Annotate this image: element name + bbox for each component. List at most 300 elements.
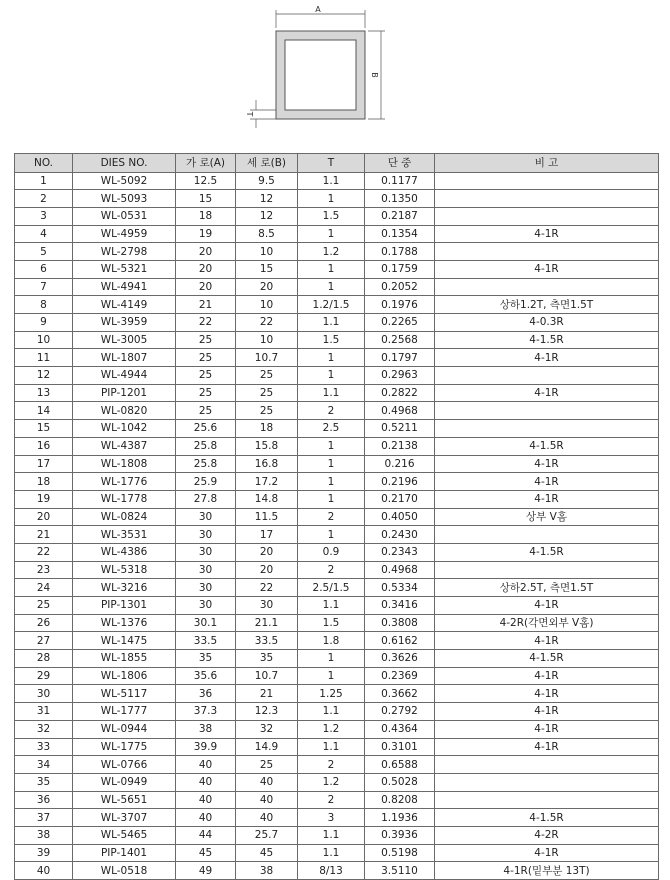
cell-dies-no: WL-0824 xyxy=(73,508,176,526)
cell-width-a: 35.6 xyxy=(176,667,236,685)
cell-unit-weight: 0.6588 xyxy=(365,756,435,774)
cell-no: 14 xyxy=(15,402,73,420)
cell-remarks xyxy=(435,172,659,190)
cell-thickness-t: 1.8 xyxy=(298,632,365,650)
cell-dies-no: WL-0518 xyxy=(73,862,176,880)
cell-width-a: 20 xyxy=(176,278,236,296)
cell-no: 21 xyxy=(15,526,73,544)
cell-no: 40 xyxy=(15,862,73,880)
cell-height-b: 11.5 xyxy=(236,508,298,526)
cell-no: 27 xyxy=(15,632,73,650)
cell-height-b: 25.7 xyxy=(236,826,298,844)
table-row xyxy=(15,773,659,791)
cell-no: 11 xyxy=(15,349,73,367)
table-row xyxy=(15,561,659,579)
cell-dies-no: WL-5465 xyxy=(73,826,176,844)
cell-dies-no: WL-1475 xyxy=(73,632,176,650)
cell-width-a: 19 xyxy=(176,225,236,243)
cell-dies-no: WL-4944 xyxy=(73,367,176,385)
cell-thickness-t: 1 xyxy=(298,349,365,367)
cell-width-a: 15 xyxy=(176,190,236,208)
cell-no: 29 xyxy=(15,667,73,685)
cell-no: 15 xyxy=(15,420,73,438)
cell-no: 28 xyxy=(15,650,73,668)
cell-no: 10 xyxy=(15,331,73,349)
cell-thickness-t: 1.2 xyxy=(298,720,365,738)
cell-no: 26 xyxy=(15,614,73,632)
tube-inner-cavity xyxy=(285,40,356,110)
cell-thickness-t: 2.5 xyxy=(298,420,365,438)
cell-width-a: 40 xyxy=(176,809,236,827)
cell-remarks: 상하1.2T, 측면1.5T xyxy=(435,296,659,314)
cell-width-a: 30 xyxy=(176,526,236,544)
cell-height-b: 35 xyxy=(236,650,298,668)
cell-height-b: 20 xyxy=(236,278,298,296)
cell-remarks: 4-1R xyxy=(435,473,659,491)
cell-dies-no: WL-1776 xyxy=(73,473,176,491)
cell-thickness-t: 2 xyxy=(298,402,365,420)
cell-remarks: 4-0.3R xyxy=(435,314,659,332)
table-row xyxy=(15,207,659,225)
cell-remarks xyxy=(435,420,659,438)
cell-remarks: 4-1R xyxy=(435,597,659,615)
cell-width-a: 27.8 xyxy=(176,490,236,508)
table-row xyxy=(15,597,659,615)
table-row xyxy=(15,225,659,243)
cell-width-a: 36 xyxy=(176,685,236,703)
cell-remarks xyxy=(435,526,659,544)
cell-width-a: 30 xyxy=(176,561,236,579)
cell-width-a: 25 xyxy=(176,367,236,385)
cell-thickness-t: 1.1 xyxy=(298,314,365,332)
cell-remarks: 4-1R xyxy=(435,720,659,738)
cell-dies-no: WL-4941 xyxy=(73,278,176,296)
cell-height-b: 22 xyxy=(236,579,298,597)
cell-remarks: 4-1R xyxy=(435,225,659,243)
cell-width-a: 25.6 xyxy=(176,420,236,438)
table-row xyxy=(15,650,659,668)
cell-height-b: 21 xyxy=(236,685,298,703)
cell-unit-weight: 0.1788 xyxy=(365,243,435,261)
cell-width-a: 30 xyxy=(176,579,236,597)
cell-thickness-t: 1.2 xyxy=(298,773,365,791)
cell-remarks: 상부 V홈 xyxy=(435,508,659,526)
cell-unit-weight: 0.2138 xyxy=(365,437,435,455)
cell-dies-no: PIP-1301 xyxy=(73,597,176,615)
cell-dies-no: WL-3531 xyxy=(73,526,176,544)
cell-thickness-t: 2 xyxy=(298,756,365,774)
cell-thickness-t: 1 xyxy=(298,490,365,508)
cell-no: 25 xyxy=(15,597,73,615)
cell-unit-weight: 0.3416 xyxy=(365,597,435,615)
cell-height-b: 33.5 xyxy=(236,632,298,650)
cell-thickness-t: 1.1 xyxy=(298,844,365,862)
cell-width-a: 25.8 xyxy=(176,437,236,455)
cell-height-b: 14.8 xyxy=(236,490,298,508)
cell-height-b: 20 xyxy=(236,543,298,561)
cell-width-a: 18 xyxy=(176,207,236,225)
cell-unit-weight: 0.5334 xyxy=(365,579,435,597)
cell-no: 22 xyxy=(15,543,73,561)
table-row xyxy=(15,685,659,703)
cell-no: 24 xyxy=(15,579,73,597)
cell-dies-no: WL-1775 xyxy=(73,738,176,756)
cell-remarks: 4-1.5R xyxy=(435,809,659,827)
cell-height-b: 22 xyxy=(236,314,298,332)
table-row xyxy=(15,809,659,827)
cell-height-b: 25 xyxy=(236,402,298,420)
cell-unit-weight: 0.4050 xyxy=(365,508,435,526)
cell-dies-no: PIP-1401 xyxy=(73,844,176,862)
cell-thickness-t: 1.5 xyxy=(298,614,365,632)
cell-width-a: 25.9 xyxy=(176,473,236,491)
table-row xyxy=(15,614,659,632)
cell-height-b: 10 xyxy=(236,296,298,314)
cell-height-b: 40 xyxy=(236,773,298,791)
cell-remarks: 4-2R xyxy=(435,826,659,844)
cell-no: 34 xyxy=(15,756,73,774)
cell-remarks: 4-1R xyxy=(435,260,659,278)
cell-unit-weight: 0.1797 xyxy=(365,349,435,367)
cell-width-a: 39.9 xyxy=(176,738,236,756)
table-row xyxy=(15,437,659,455)
cell-height-b: 12 xyxy=(236,207,298,225)
cell-thickness-t: 1.1 xyxy=(298,172,365,190)
cell-width-a: 44 xyxy=(176,826,236,844)
cell-unit-weight: 0.4968 xyxy=(365,402,435,420)
cell-no: 7 xyxy=(15,278,73,296)
cell-remarks: 4-1R xyxy=(435,349,659,367)
cell-thickness-t: 2 xyxy=(298,561,365,579)
column-header-dies-no: DIES NO. xyxy=(73,154,176,173)
cell-width-a: 25 xyxy=(176,331,236,349)
cell-remarks: 4-1R xyxy=(435,685,659,703)
cell-thickness-t: 1 xyxy=(298,667,365,685)
cell-thickness-t: 1.1 xyxy=(298,703,365,721)
cell-unit-weight: 0.4364 xyxy=(365,720,435,738)
cell-height-b: 17 xyxy=(236,526,298,544)
cell-width-a: 30 xyxy=(176,543,236,561)
table-row xyxy=(15,826,659,844)
cell-width-a: 30.1 xyxy=(176,614,236,632)
column-header-thickness-t: T xyxy=(298,154,365,173)
table-row xyxy=(15,756,659,774)
cell-remarks xyxy=(435,773,659,791)
cell-no: 16 xyxy=(15,437,73,455)
cell-unit-weight: 0.2792 xyxy=(365,703,435,721)
cell-height-b: 10 xyxy=(236,243,298,261)
column-header-height-b: 세 로(B) xyxy=(236,154,298,173)
table-row xyxy=(15,508,659,526)
cell-unit-weight: 0.2265 xyxy=(365,314,435,332)
cell-unit-weight: 3.5110 xyxy=(365,862,435,880)
table-row xyxy=(15,791,659,809)
cell-remarks xyxy=(435,561,659,579)
cell-height-b: 10 xyxy=(236,331,298,349)
cell-thickness-t: 1 xyxy=(298,455,365,473)
cell-height-b: 25 xyxy=(236,756,298,774)
cell-unit-weight: 0.8208 xyxy=(365,791,435,809)
cell-dies-no: WL-0531 xyxy=(73,207,176,225)
cell-unit-weight: 0.2196 xyxy=(365,473,435,491)
cell-width-a: 38 xyxy=(176,720,236,738)
cell-thickness-t: 8/13 xyxy=(298,862,365,880)
dimension-t-label: T xyxy=(245,111,254,117)
table-row xyxy=(15,384,659,402)
cell-height-b: 25 xyxy=(236,367,298,385)
cell-no: 39 xyxy=(15,844,73,862)
cell-width-a: 45 xyxy=(176,844,236,862)
table-row xyxy=(15,490,659,508)
table-row xyxy=(15,367,659,385)
cell-thickness-t: 1.2 xyxy=(298,243,365,261)
cell-no: 12 xyxy=(15,367,73,385)
cell-no: 35 xyxy=(15,773,73,791)
cell-no: 31 xyxy=(15,703,73,721)
cell-remarks: 4-1.5R xyxy=(435,437,659,455)
cell-height-b: 20 xyxy=(236,561,298,579)
cell-dies-no: WL-4387 xyxy=(73,437,176,455)
cell-remarks: 4-1R xyxy=(435,703,659,721)
cell-width-a: 25 xyxy=(176,402,236,420)
profile-spec-table xyxy=(14,153,659,880)
table-row xyxy=(15,420,659,438)
cell-width-a: 33.5 xyxy=(176,632,236,650)
table-row xyxy=(15,632,659,650)
cell-dies-no: WL-3216 xyxy=(73,579,176,597)
cell-width-a: 12.5 xyxy=(176,172,236,190)
cell-dies-no: WL-1855 xyxy=(73,650,176,668)
table-row xyxy=(15,190,659,208)
cell-thickness-t: 1.1 xyxy=(298,384,365,402)
cell-thickness-t: 1 xyxy=(298,526,365,544)
cell-dies-no: WL-5092 xyxy=(73,172,176,190)
cell-height-b: 16.8 xyxy=(236,455,298,473)
cell-width-a: 22 xyxy=(176,314,236,332)
cell-width-a: 25 xyxy=(176,384,236,402)
cell-height-b: 25 xyxy=(236,384,298,402)
cell-unit-weight: 0.2343 xyxy=(365,543,435,561)
cell-width-a: 25.8 xyxy=(176,455,236,473)
cell-width-a: 25 xyxy=(176,349,236,367)
cell-unit-weight: 0.6162 xyxy=(365,632,435,650)
cell-height-b: 15.8 xyxy=(236,437,298,455)
cell-remarks: 4-2R(각면외부 V홈) xyxy=(435,614,659,632)
table-row xyxy=(15,703,659,721)
cell-unit-weight: 0.1177 xyxy=(365,172,435,190)
cell-height-b: 9.5 xyxy=(236,172,298,190)
cell-dies-no: WL-2798 xyxy=(73,243,176,261)
cell-unit-weight: 0.5211 xyxy=(365,420,435,438)
table-row xyxy=(15,543,659,561)
cell-thickness-t: 1.5 xyxy=(298,331,365,349)
cell-unit-weight: 0.1350 xyxy=(365,190,435,208)
cell-remarks: 4-1R xyxy=(435,632,659,650)
cell-height-b: 21.1 xyxy=(236,614,298,632)
cell-dies-no: WL-0949 xyxy=(73,773,176,791)
cell-height-b: 10.7 xyxy=(236,349,298,367)
table-row xyxy=(15,260,659,278)
cell-unit-weight: 0.1759 xyxy=(365,260,435,278)
cell-dies-no: WL-5651 xyxy=(73,791,176,809)
cell-dies-no: WL-4386 xyxy=(73,543,176,561)
cell-remarks: 4-1R xyxy=(435,455,659,473)
cell-thickness-t: 1.5 xyxy=(298,207,365,225)
cell-width-a: 20 xyxy=(176,243,236,261)
table-row xyxy=(15,314,659,332)
cell-thickness-t: 1.25 xyxy=(298,685,365,703)
cell-remarks: 4-1.5R xyxy=(435,650,659,668)
cell-no: 8 xyxy=(15,296,73,314)
table-row xyxy=(15,526,659,544)
cell-thickness-t: 1.1 xyxy=(298,826,365,844)
cell-unit-weight: 0.2430 xyxy=(365,526,435,544)
cell-no: 18 xyxy=(15,473,73,491)
cell-unit-weight: 0.2187 xyxy=(365,207,435,225)
cell-height-b: 30 xyxy=(236,597,298,615)
cell-width-a: 30 xyxy=(176,597,236,615)
cell-no: 17 xyxy=(15,455,73,473)
cell-no: 33 xyxy=(15,738,73,756)
cell-dies-no: WL-1042 xyxy=(73,420,176,438)
table-header-row xyxy=(15,154,659,173)
cell-height-b: 40 xyxy=(236,809,298,827)
cell-remarks: 4-1R xyxy=(435,738,659,756)
cell-thickness-t: 1 xyxy=(298,650,365,668)
cell-dies-no: WL-1778 xyxy=(73,490,176,508)
cell-unit-weight: 0.2369 xyxy=(365,667,435,685)
cell-width-a: 40 xyxy=(176,791,236,809)
cell-dies-no: PIP-1201 xyxy=(73,384,176,402)
cell-thickness-t: 1.1 xyxy=(298,597,365,615)
cell-no: 38 xyxy=(15,826,73,844)
cell-unit-weight: 0.2170 xyxy=(365,490,435,508)
cell-remarks: 4-1.5R xyxy=(435,543,659,561)
cell-dies-no: WL-1808 xyxy=(73,455,176,473)
table-row xyxy=(15,331,659,349)
cell-no: 5 xyxy=(15,243,73,261)
cell-remarks: 4-1.5R xyxy=(435,331,659,349)
table-row xyxy=(15,172,659,190)
cell-remarks: 4-1R xyxy=(435,490,659,508)
cell-unit-weight: 0.3808 xyxy=(365,614,435,632)
cell-remarks xyxy=(435,791,659,809)
table-row xyxy=(15,243,659,261)
table-row xyxy=(15,738,659,756)
cell-height-b: 15 xyxy=(236,260,298,278)
cell-height-b: 10.7 xyxy=(236,667,298,685)
cell-unit-weight: 0.3662 xyxy=(365,685,435,703)
cell-remarks: 4-1R xyxy=(435,384,659,402)
cell-dies-no: WL-1806 xyxy=(73,667,176,685)
cell-unit-weight: 0.2052 xyxy=(365,278,435,296)
cell-unit-weight: 0.2822 xyxy=(365,384,435,402)
cell-height-b: 18 xyxy=(236,420,298,438)
cell-no: 32 xyxy=(15,720,73,738)
cell-unit-weight: 0.3626 xyxy=(365,650,435,668)
cell-remarks: 상하2.5T, 측면1.5T xyxy=(435,579,659,597)
cell-thickness-t: 1 xyxy=(298,473,365,491)
cell-unit-weight: 0.5198 xyxy=(365,844,435,862)
table-body xyxy=(15,172,659,880)
cell-dies-no: WL-0766 xyxy=(73,756,176,774)
cell-thickness-t: 2 xyxy=(298,791,365,809)
column-header-width-a: 가 로(A) xyxy=(176,154,236,173)
cell-height-b: 40 xyxy=(236,791,298,809)
cell-width-a: 40 xyxy=(176,773,236,791)
cell-remarks xyxy=(435,756,659,774)
table-row xyxy=(15,296,659,314)
table-row xyxy=(15,579,659,597)
cell-no: 30 xyxy=(15,685,73,703)
cell-thickness-t: 1.1 xyxy=(298,738,365,756)
cell-height-b: 45 xyxy=(236,844,298,862)
cell-unit-weight: 1.1936 xyxy=(365,809,435,827)
table-row xyxy=(15,667,659,685)
cell-thickness-t: 1 xyxy=(298,437,365,455)
cell-thickness-t: 2.5/1.5 xyxy=(298,579,365,597)
square-tube-profile-diagram xyxy=(0,0,670,150)
cell-width-a: 40 xyxy=(176,756,236,774)
cell-height-b: 38 xyxy=(236,862,298,880)
cell-no: 9 xyxy=(15,314,73,332)
cell-remarks: 4-1R xyxy=(435,667,659,685)
cell-remarks xyxy=(435,243,659,261)
cell-unit-weight: 0.4968 xyxy=(365,561,435,579)
cell-remarks xyxy=(435,402,659,420)
cell-no: 4 xyxy=(15,225,73,243)
column-header-no: NO. xyxy=(15,154,73,173)
cell-no: 6 xyxy=(15,260,73,278)
cell-no: 37 xyxy=(15,809,73,827)
dimension-a-label: A xyxy=(315,5,321,14)
cell-dies-no: WL-3707 xyxy=(73,809,176,827)
table-row xyxy=(15,349,659,367)
cell-height-b: 12.3 xyxy=(236,703,298,721)
cell-width-a: 30 xyxy=(176,508,236,526)
cell-unit-weight: 0.216 xyxy=(365,455,435,473)
cell-remarks: 4-1R(밑부분 13T) xyxy=(435,862,659,880)
cell-dies-no: WL-3005 xyxy=(73,331,176,349)
cell-width-a: 21 xyxy=(176,296,236,314)
column-header-unit-weight: 단 중 xyxy=(365,154,435,173)
table-row xyxy=(15,402,659,420)
cell-height-b: 17.2 xyxy=(236,473,298,491)
cell-dies-no: WL-4959 xyxy=(73,225,176,243)
cell-unit-weight: 0.1354 xyxy=(365,225,435,243)
table-row xyxy=(15,844,659,862)
cell-height-b: 8.5 xyxy=(236,225,298,243)
cell-no: 19 xyxy=(15,490,73,508)
cell-no: 23 xyxy=(15,561,73,579)
cell-width-a: 20 xyxy=(176,260,236,278)
table-row xyxy=(15,720,659,738)
cell-no: 2 xyxy=(15,190,73,208)
cell-thickness-t: 3 xyxy=(298,809,365,827)
cell-dies-no: WL-5117 xyxy=(73,685,176,703)
cell-dies-no: WL-3959 xyxy=(73,314,176,332)
cell-dies-no: WL-5093 xyxy=(73,190,176,208)
table-row xyxy=(15,278,659,296)
table-row xyxy=(15,862,659,880)
table-row xyxy=(15,455,659,473)
cell-thickness-t: 1 xyxy=(298,367,365,385)
cell-thickness-t: 2 xyxy=(298,508,365,526)
cell-dies-no: WL-1376 xyxy=(73,614,176,632)
cell-remarks xyxy=(435,190,659,208)
cell-remarks xyxy=(435,367,659,385)
table-row xyxy=(15,473,659,491)
